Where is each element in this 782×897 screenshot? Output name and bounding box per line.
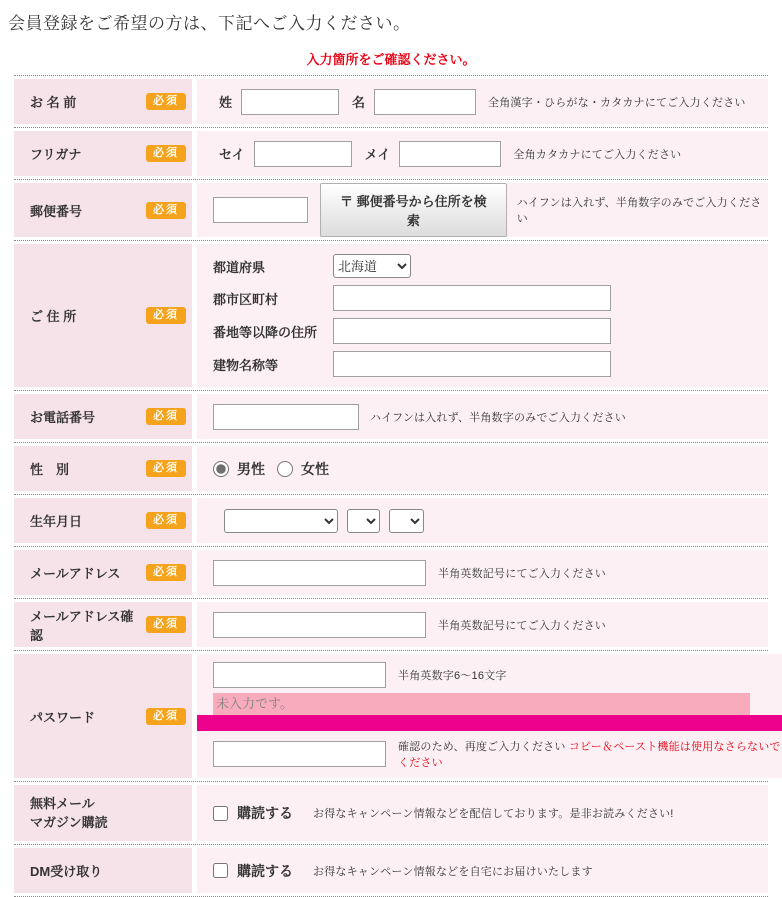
prefecture-select[interactable] xyxy=(333,254,411,278)
address-building-line xyxy=(213,351,611,377)
input-check-notice: 入力箇所をご確認ください。 xyxy=(306,52,476,67)
field-label-text: 生年月日 xyxy=(30,514,83,529)
building-label: 建物名称等 xyxy=(213,357,279,373)
birth-month-select[interactable] xyxy=(347,509,380,533)
field-label-gender xyxy=(14,446,192,491)
field-label-email-confirm xyxy=(14,602,192,647)
birth-day-select[interactable] xyxy=(389,509,424,533)
form-row-magazine xyxy=(14,781,768,844)
field-content-address xyxy=(197,244,768,387)
birth-year-select[interactable] xyxy=(224,509,338,533)
gender-female-label: 女性 xyxy=(301,460,329,477)
field-label-text: 郵便番号 xyxy=(30,203,83,219)
name-hint: 全角漢字・ひらがな・カタカナにてご入力ください xyxy=(488,96,746,109)
field-label-email xyxy=(14,550,192,595)
password-confirm-hint-text: 確認のため、再度ご入力ください xyxy=(398,741,566,753)
form-row-furigana xyxy=(14,127,768,179)
field-label-address xyxy=(14,244,192,387)
postal-hint: ハイフンは入れず、半角数字のみでご入力ください xyxy=(516,197,762,225)
last-name-input[interactable] xyxy=(241,89,339,115)
required-badge: 必須 xyxy=(146,564,186,581)
field-label-text: フリガナ xyxy=(30,147,82,162)
field-label-text: パスワード xyxy=(30,709,96,725)
field-label-password xyxy=(14,654,192,778)
form-row-phone xyxy=(14,390,768,442)
email-input[interactable] xyxy=(213,560,426,586)
magazine-label-line1: 無料メール xyxy=(30,795,95,811)
required-badge: 必須 xyxy=(146,512,186,529)
required-badge: 必須 xyxy=(146,93,186,110)
gender-male-label: 男性 xyxy=(237,460,265,477)
field-label-text: お 名 前 xyxy=(30,95,77,110)
form-row-email-confirm xyxy=(14,598,768,650)
form-row-postal xyxy=(14,179,768,240)
field-label-text xyxy=(30,794,108,833)
street-input[interactable] xyxy=(333,318,611,344)
field-label-birthday xyxy=(14,498,192,543)
field-content-password xyxy=(197,654,782,778)
birthday-selects xyxy=(224,509,424,533)
field-content-phone xyxy=(197,394,768,439)
form-row-address xyxy=(14,240,768,390)
field-label-text: お電話番号 xyxy=(30,410,96,425)
email-hint: 半角英数記号にてご入力ください xyxy=(438,567,606,580)
address-city-line xyxy=(213,285,611,311)
first-kana-label: メイ xyxy=(364,147,391,162)
field-content-dm xyxy=(197,848,768,893)
field-content-furigana xyxy=(197,131,768,176)
first-kana-input[interactable] xyxy=(399,141,501,167)
field-content-email-confirm xyxy=(197,602,768,647)
password-confirm-line xyxy=(213,738,782,770)
password-error-message: 未入力です。 xyxy=(213,693,750,715)
field-content-birthday xyxy=(197,498,768,543)
field-content-magazine xyxy=(197,785,768,841)
postal-search-button[interactable]: 〒 郵便番号から住所を検索 xyxy=(320,183,507,237)
field-content-postal xyxy=(197,183,768,237)
city-input[interactable] xyxy=(333,285,611,311)
required-badge: 必須 xyxy=(146,408,186,425)
password-input[interactable] xyxy=(213,662,386,688)
registration-form xyxy=(14,75,781,897)
password-copy-paste-warning: コピー＆ペースト機能は使用なさらないでください xyxy=(398,741,781,769)
furigana-hint: 全角カタカナにてご入力ください xyxy=(513,148,682,161)
required-badge: 必須 xyxy=(146,145,186,162)
form-row-gender xyxy=(14,442,768,494)
form-row-name xyxy=(14,75,768,127)
field-label-name xyxy=(14,79,192,124)
magazine-subscribe-checkbox[interactable] xyxy=(213,806,228,821)
field-label-magazine xyxy=(14,785,192,841)
phone-input[interactable] xyxy=(213,404,359,430)
dm-subscribe-checkbox[interactable] xyxy=(213,863,228,878)
required-badge: 必須 xyxy=(146,202,186,219)
form-row-dm xyxy=(14,844,768,897)
password-format-hint: 半角英数字6〜16文字 xyxy=(398,670,507,682)
required-badge: 必須 xyxy=(146,616,186,633)
postal-code-input[interactable] xyxy=(213,197,308,223)
building-input[interactable] xyxy=(333,351,611,377)
email-confirm-input[interactable] xyxy=(213,612,426,638)
field-label-text: メールアドレス xyxy=(30,566,121,581)
address-pref-line xyxy=(213,254,411,278)
field-label-text: DM受け取り xyxy=(30,864,103,879)
page-title: 会員登録をご希望の方は、下記へご入力ください。 xyxy=(8,14,411,33)
last-kana-input[interactable] xyxy=(254,141,352,167)
street-label: 番地等以降の住所 xyxy=(213,324,318,340)
required-badge: 必須 xyxy=(146,307,186,324)
form-row-birthday xyxy=(14,494,768,546)
email-confirm-hint: 半角英数記号にてご入力ください xyxy=(438,619,606,632)
field-label-postal xyxy=(14,183,192,237)
password-error-bar xyxy=(197,715,782,731)
magazine-label-line2: マガジン購読 xyxy=(30,815,108,830)
magazine-hint: お得なキャンペーン情報などを配信しております。是非お読みください! xyxy=(313,808,674,820)
field-content-name xyxy=(197,79,768,124)
required-badge: 必須 xyxy=(146,708,186,725)
gender-female-radio[interactable] xyxy=(277,461,293,477)
field-label-text: 性 別 xyxy=(30,462,70,477)
phone-hint: ハイフンは入れず、半角数字のみでご入力ください xyxy=(370,411,626,424)
gender-male-radio[interactable] xyxy=(213,461,229,477)
dm-hint: お得なキャンペーン情報などを自宅にお届けいたします xyxy=(313,865,593,878)
address-street-line xyxy=(213,318,611,344)
password-line xyxy=(213,662,507,688)
field-label-text: メールアドレス確認 xyxy=(30,608,134,643)
form-row-email xyxy=(14,546,768,598)
first-name-input[interactable] xyxy=(374,89,476,115)
password-confirm-hint xyxy=(398,738,782,770)
last-kana-label: セイ xyxy=(219,147,245,162)
field-content-gender xyxy=(197,446,768,491)
first-name-label: 名 xyxy=(352,95,366,110)
magazine-subscribe-label: 購読する xyxy=(237,805,293,821)
password-confirm-input[interactable] xyxy=(213,741,386,767)
required-badge: 必須 xyxy=(146,460,186,477)
city-label: 郡市区町村 xyxy=(213,291,279,307)
dm-subscribe-label: 購読する xyxy=(237,862,293,879)
field-label-dm xyxy=(14,848,192,893)
last-name-label: 姓 xyxy=(219,95,233,110)
form-row-password xyxy=(14,650,781,781)
field-content-email xyxy=(197,550,768,595)
field-label-text: ご 住 所 xyxy=(30,309,77,324)
field-label-phone xyxy=(14,394,192,439)
prefecture-label: 都道府県 xyxy=(213,259,266,275)
field-label-furigana xyxy=(14,131,192,176)
